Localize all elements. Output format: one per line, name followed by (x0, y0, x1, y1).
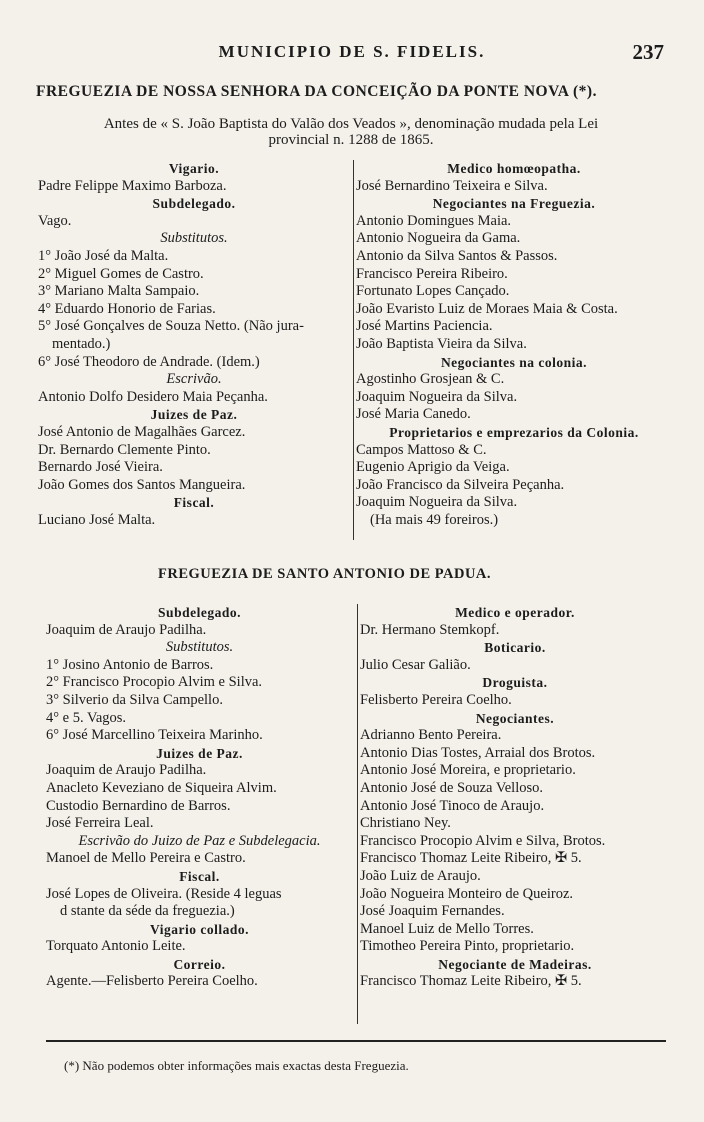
list-item: João Francisco da Silveira Peçanha. (356, 476, 565, 493)
list-item: Dr. Hermano Stemkopf. (360, 621, 500, 638)
entry-heading: Medico homœopatha. (447, 161, 581, 176)
list-item: Antonio José Tinoco de Araujo. (360, 797, 545, 814)
parish-note-line: provincial n. 1288 de 1865. (268, 132, 434, 148)
list-item: Antonio Dolfo Desidero Maia Peçanha. (38, 388, 268, 405)
list-item: Joaquim Nogueira da Silva. (356, 388, 518, 405)
list-item: Francisco Thomaz Leite Ribeiro, ✠ 5. (360, 973, 582, 990)
list-item: Antonio José Moreira, e proprietario. (360, 762, 576, 779)
entry-subheading: Substitutos. (165, 639, 234, 656)
list-item: João Baptista Vieira da Silva. (356, 335, 527, 352)
list-item: João Gomes dos Santos Mangueira. (38, 476, 246, 493)
list-item: 3° Mariano Malta Sampaio. (38, 283, 200, 300)
list-item: Timotheo Pereira Pinto, proprietario. (360, 938, 575, 955)
list-item: Antonio Nogueira da Gama. (356, 230, 521, 247)
list-item: Vago. (38, 212, 72, 229)
entry-subheading: Substitutos. (160, 230, 228, 247)
list-item: Dr. Bernardo Clemente Pinto. (38, 441, 211, 458)
list-item: Joaquim de Araujo Padilha. (46, 621, 207, 638)
list-item: Antonio Dias Tostes, Arraial dos Brotos. (360, 744, 596, 761)
padua-right-column (360, 604, 670, 991)
list-item: José Ferreira Leal. (46, 815, 154, 832)
entry-heading: Subdelegado. (158, 605, 241, 620)
list-item: José Bernardino Teixeira e Silva. (356, 177, 548, 194)
list-item: Manoel de Mello Pereira e Castro. (46, 850, 246, 867)
list-item: José Maria Canedo. (356, 406, 471, 423)
entry-heading: Negociantes. (475, 710, 555, 726)
list-item: Felisberto Pereira Coelho. (360, 691, 512, 708)
page-number: 237 (632, 40, 664, 64)
list-item: João Luiz de Araujo. (360, 867, 481, 884)
entry-heading: Juizes de Paz. (150, 407, 238, 423)
list-item: (Ha mais 49 foreiros.) (370, 511, 499, 528)
column-divider (353, 160, 354, 540)
list-item: Fortunato Lopes Cançado. (356, 283, 510, 300)
running-title: MUNICIPIO DE S. FIDELIS. (218, 42, 486, 61)
parish-note (36, 116, 666, 148)
list-item: Eugenio Aprigio da Veiga. (356, 459, 510, 476)
entry-heading: Medico e operador. (455, 605, 575, 620)
running-head (0, 40, 704, 70)
entry-heading: Subdelegado. (152, 196, 236, 212)
padua-left-column (46, 604, 353, 991)
footnote: (*) Não podemos obter informações mais exactas desta Freguezia. (64, 1058, 409, 1073)
entry-heading: Juizes de Paz. (156, 745, 243, 761)
ponte-nova-right-column (356, 160, 672, 529)
parish-note-line: Antes de « S. João Baptista do Valão dos Veados », denominação mudada pela Lei (103, 116, 599, 132)
list-item: João Evaristo Luiz de Moraes Maia & Costa. (356, 300, 618, 317)
list-item: 2° Francisco Procopio Alvim e Silva. (46, 674, 263, 691)
list-item: 1° Josino Antonio de Barros. (46, 656, 214, 673)
list-item: Bernardo José Vieira. (38, 459, 163, 476)
entry-subheading: Escrivão. (166, 371, 222, 388)
list-item: 5° José Gonçalves de Souza Netto. (Não jura- (38, 318, 304, 335)
list-item: Julio Cesar Galião. (360, 656, 471, 673)
list-item: José Martins Paciencia. (356, 318, 493, 335)
list-item: Francisco Pereira Ribeiro. (356, 265, 508, 282)
list-item: Custodio Bernardino de Barros. (46, 797, 231, 814)
section-title-padua: FREGUEZIA DE SANTO ANTONIO DE PADUA. (158, 566, 492, 582)
ponte-nova-left-column (38, 160, 350, 529)
footnote-rule (46, 1040, 666, 1042)
list-item: 4° e 5. Vagos. (46, 709, 127, 726)
entry-heading: Negociantes na Freguezia. (432, 196, 596, 212)
list-item: 6° José Marcellino Teixeira Marinho. (46, 727, 263, 744)
list-item: Francisco Thomaz Leite Ribeiro, ✠ 5. (360, 850, 582, 867)
entry-heading: Proprietarios e emprezarios da Colonia. (389, 424, 639, 440)
entry-heading: Correio. (173, 956, 226, 972)
list-item: Padre Felippe Maximo Barboza. (38, 177, 227, 194)
entry-subheading: Escrivão do Juizo de Paz e Subdelegacia. (78, 832, 321, 849)
list-item: Antonio da Silva Santos & Passos. (356, 247, 558, 264)
entry-heading: Fiscal. (179, 868, 220, 884)
list-item: Adrianno Bento Pereira. (360, 727, 502, 744)
list-item: Francisco Procopio Alvim e Silva, Brotos. (360, 832, 606, 849)
list-item: Campos Mattoso & C. (356, 441, 487, 458)
list-item: Luciano José Malta. (38, 511, 156, 528)
list-item: 2° Miguel Gomes de Castro. (38, 265, 204, 282)
list-item: José Antonio de Magalhães Garcez. (38, 423, 246, 440)
list-item: Joaquim Nogueira da Silva. (356, 494, 518, 511)
list-item: 1° João José da Malta. (38, 247, 169, 264)
list-item: José Lopes de Oliveira. (Reside 4 leguas (46, 885, 282, 902)
list-item: José Joaquim Fernandes. (360, 903, 505, 920)
list-item: 3° Silverio da Silva Campello. (46, 691, 223, 708)
section-title-ponte-nova: FREGUEZIA DE NOSSA SENHORA DA CONCEIÇÃO DA PONTE NOVA (*). (36, 83, 597, 100)
list-item: Anacleto Keveziano de Siqueira Alvim. (46, 779, 277, 796)
entry-heading: Negociante de Madeiras. (438, 956, 592, 972)
entry-heading: Negociantes na colonia. (440, 354, 588, 370)
entry-heading: Fiscal. (173, 495, 215, 511)
list-item: Antonio Domingues Maia. (356, 212, 512, 229)
list-item: Christiano Ney. (360, 815, 451, 832)
list-item: Torquato Antonio Leite. (46, 938, 186, 955)
entry-heading: Vigario. (168, 161, 220, 176)
list-item: Joaquim de Araujo Padilha. (46, 762, 207, 779)
list-item: Agostinho Grosjean & C. (356, 371, 505, 388)
list-item: 6° José Theodoro de Andrade. (Idem.) (38, 353, 260, 370)
entry-heading: Vigario collado. (150, 921, 249, 937)
list-item: Antonio José de Souza Velloso. (360, 779, 543, 796)
entry-heading: Droguista. (482, 675, 548, 691)
list-item: mentado.) (52, 335, 111, 352)
list-item: Agente.—Felisberto Pereira Coelho. (46, 973, 258, 990)
column-divider (357, 604, 358, 1024)
list-item: João Nogueira Monteiro de Queiroz. (360, 885, 574, 902)
list-item: Manoel Luiz de Mello Torres. (360, 920, 534, 937)
list-item: d stante da séde da freguezia.) (60, 903, 235, 920)
entry-heading: Boticario. (484, 640, 546, 656)
list-item: 4° Eduardo Honorio de Farias. (38, 300, 216, 317)
